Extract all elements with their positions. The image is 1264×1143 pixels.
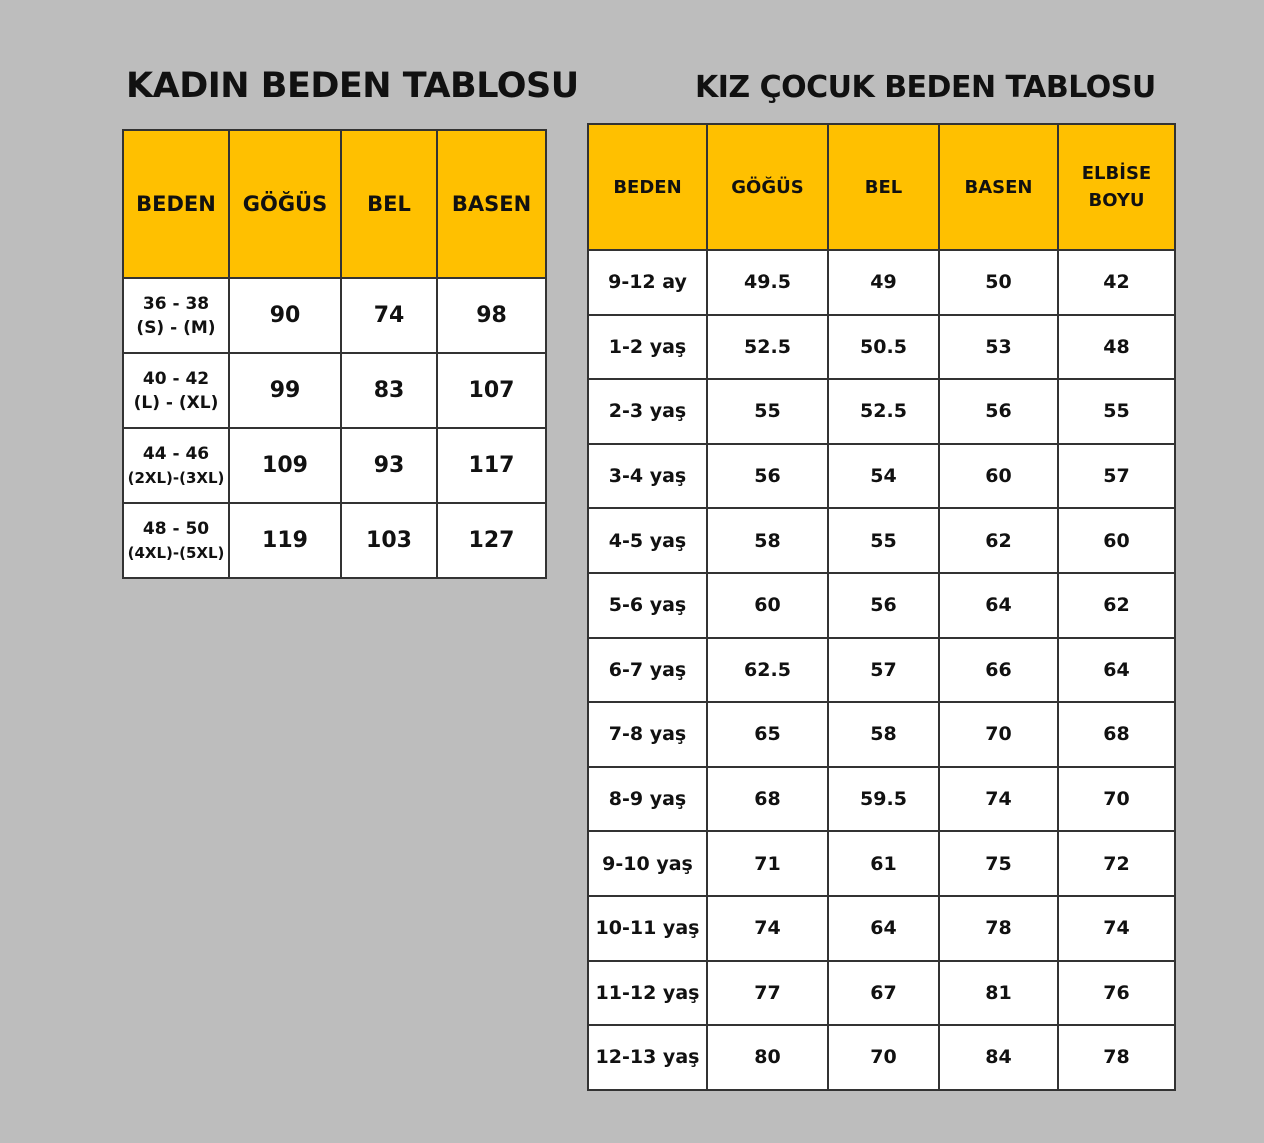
size-letter: (4XL)-(5XL): [127, 543, 225, 562]
cell-elbise-boyu: 76: [1058, 961, 1175, 1026]
cell-bel: 70: [828, 1025, 939, 1090]
table-header-row: [123, 130, 546, 278]
cell-elbise-boyu: 74: [1058, 896, 1175, 961]
table-row: [588, 961, 1175, 1026]
cell-gogus: 55: [707, 379, 828, 444]
table-row: [123, 503, 546, 578]
table-row: [588, 444, 1175, 509]
cell-basen: 117: [437, 428, 546, 503]
table-row: [588, 896, 1175, 961]
cell-bel: 64: [828, 896, 939, 961]
cell-gogus: 52.5: [707, 315, 828, 380]
cell-beden: 12-13 yaş: [588, 1025, 707, 1090]
cell-bel: 67: [828, 961, 939, 1026]
cell-gogus: 68: [707, 767, 828, 832]
cell-basen: 75: [939, 831, 1058, 896]
women-size-chart-title: KADIN BEDEN TABLOSU: [126, 66, 579, 106]
cell-basen: 98: [437, 278, 546, 353]
table-row: [588, 638, 1175, 703]
header-elbise-boyu: ELBİSE BOYU: [1058, 124, 1175, 250]
cell-beden: 6-7 yaş: [588, 638, 707, 703]
header-beden: BEDEN: [123, 130, 229, 278]
cell-beden: [123, 428, 229, 503]
cell-gogus: 99: [229, 353, 341, 428]
cell-basen: 127: [437, 503, 546, 578]
table-row: [588, 1025, 1175, 1090]
cell-bel: 55: [828, 508, 939, 573]
cell-bel: 61: [828, 831, 939, 896]
cell-bel: 56: [828, 573, 939, 638]
table-row: [123, 353, 546, 428]
cell-bel: 59.5: [828, 767, 939, 832]
table-row: [588, 702, 1175, 767]
size-eu: 40 - 42: [142, 368, 210, 389]
header-basen: BASEN: [939, 124, 1058, 250]
size-eu: 36 - 38: [142, 293, 210, 314]
cell-bel: 49: [828, 250, 939, 315]
cell-elbise-boyu: 78: [1058, 1025, 1175, 1090]
cell-basen: 81: [939, 961, 1058, 1026]
size-letter: (L) - (XL): [133, 392, 219, 413]
cell-beden: 9-12 ay: [588, 250, 707, 315]
size-letter: (2XL)-(3XL): [127, 468, 225, 487]
cell-elbise-boyu: 68: [1058, 702, 1175, 767]
cell-gogus: 62.5: [707, 638, 828, 703]
cell-basen: 78: [939, 896, 1058, 961]
size-eu: 48 - 50: [142, 518, 210, 539]
header-gogus: GÖĞÜS: [707, 124, 828, 250]
cell-elbise-boyu: 64: [1058, 638, 1175, 703]
table-row: [123, 428, 546, 503]
cell-elbise-boyu: 72: [1058, 831, 1175, 896]
cell-bel: 93: [341, 428, 437, 503]
cell-gogus: 60: [707, 573, 828, 638]
header-bel: BEL: [341, 130, 437, 278]
cell-bel: 83: [341, 353, 437, 428]
cell-elbise-boyu: 57: [1058, 444, 1175, 509]
cell-gogus: 109: [229, 428, 341, 503]
header-gogus: GÖĞÜS: [229, 130, 341, 278]
table-row: [588, 767, 1175, 832]
cell-gogus: 80: [707, 1025, 828, 1090]
cell-gogus: 49.5: [707, 250, 828, 315]
women-size-table: [122, 129, 547, 579]
cell-bel: 103: [341, 503, 437, 578]
table-row: [588, 379, 1175, 444]
cell-bel: 57: [828, 638, 939, 703]
cell-gogus: 65: [707, 702, 828, 767]
cell-beden: 5-6 yaş: [588, 573, 707, 638]
cell-gogus: 77: [707, 961, 828, 1026]
header-beden: BEDEN: [588, 124, 707, 250]
cell-basen: 62: [939, 508, 1058, 573]
cell-beden: 7-8 yaş: [588, 702, 707, 767]
cell-elbise-boyu: 55: [1058, 379, 1175, 444]
cell-basen: 74: [939, 767, 1058, 832]
girls-size-chart-title: KIZ ÇOCUK BEDEN TABLOSU: [695, 70, 1156, 105]
cell-gogus: 119: [229, 503, 341, 578]
cell-basen: 70: [939, 702, 1058, 767]
cell-basen: 50: [939, 250, 1058, 315]
cell-basen: 60: [939, 444, 1058, 509]
cell-basen: 107: [437, 353, 546, 428]
table-row: [588, 250, 1175, 315]
cell-gogus: 90: [229, 278, 341, 353]
size-eu: 44 - 46: [142, 443, 210, 464]
table-row: [123, 278, 546, 353]
table-header-row: [588, 124, 1175, 250]
cell-elbise-boyu: 42: [1058, 250, 1175, 315]
cell-beden: 9-10 yaş: [588, 831, 707, 896]
cell-bel: 74: [341, 278, 437, 353]
girls-size-table: [587, 123, 1176, 1091]
cell-elbise-boyu: 48: [1058, 315, 1175, 380]
cell-basen: 53: [939, 315, 1058, 380]
cell-elbise-boyu: 60: [1058, 508, 1175, 573]
cell-gogus: 74: [707, 896, 828, 961]
cell-bel: 54: [828, 444, 939, 509]
table-row: [588, 573, 1175, 638]
size-letter: (S) - (M): [136, 317, 216, 338]
cell-beden: [123, 353, 229, 428]
header-basen: BASEN: [437, 130, 546, 278]
cell-elbise-boyu: 62: [1058, 573, 1175, 638]
cell-beden: 1-2 yaş: [588, 315, 707, 380]
cell-basen: 84: [939, 1025, 1058, 1090]
cell-beden: 10-11 yaş: [588, 896, 707, 961]
cell-beden: [123, 278, 229, 353]
cell-bel: 52.5: [828, 379, 939, 444]
cell-beden: 4-5 yaş: [588, 508, 707, 573]
cell-basen: 66: [939, 638, 1058, 703]
cell-basen: 64: [939, 573, 1058, 638]
cell-bel: 50.5: [828, 315, 939, 380]
cell-bel: 58: [828, 702, 939, 767]
table-row: [588, 315, 1175, 380]
cell-gogus: 71: [707, 831, 828, 896]
header-bel: BEL: [828, 124, 939, 250]
cell-beden: 11-12 yaş: [588, 961, 707, 1026]
cell-elbise-boyu: 70: [1058, 767, 1175, 832]
cell-beden: 8-9 yaş: [588, 767, 707, 832]
table-row: [588, 831, 1175, 896]
cell-beden: 2-3 yaş: [588, 379, 707, 444]
table-row: [588, 508, 1175, 573]
cell-gogus: 58: [707, 508, 828, 573]
cell-beden: 3-4 yaş: [588, 444, 707, 509]
cell-basen: 56: [939, 379, 1058, 444]
cell-beden: [123, 503, 229, 578]
cell-gogus: 56: [707, 444, 828, 509]
